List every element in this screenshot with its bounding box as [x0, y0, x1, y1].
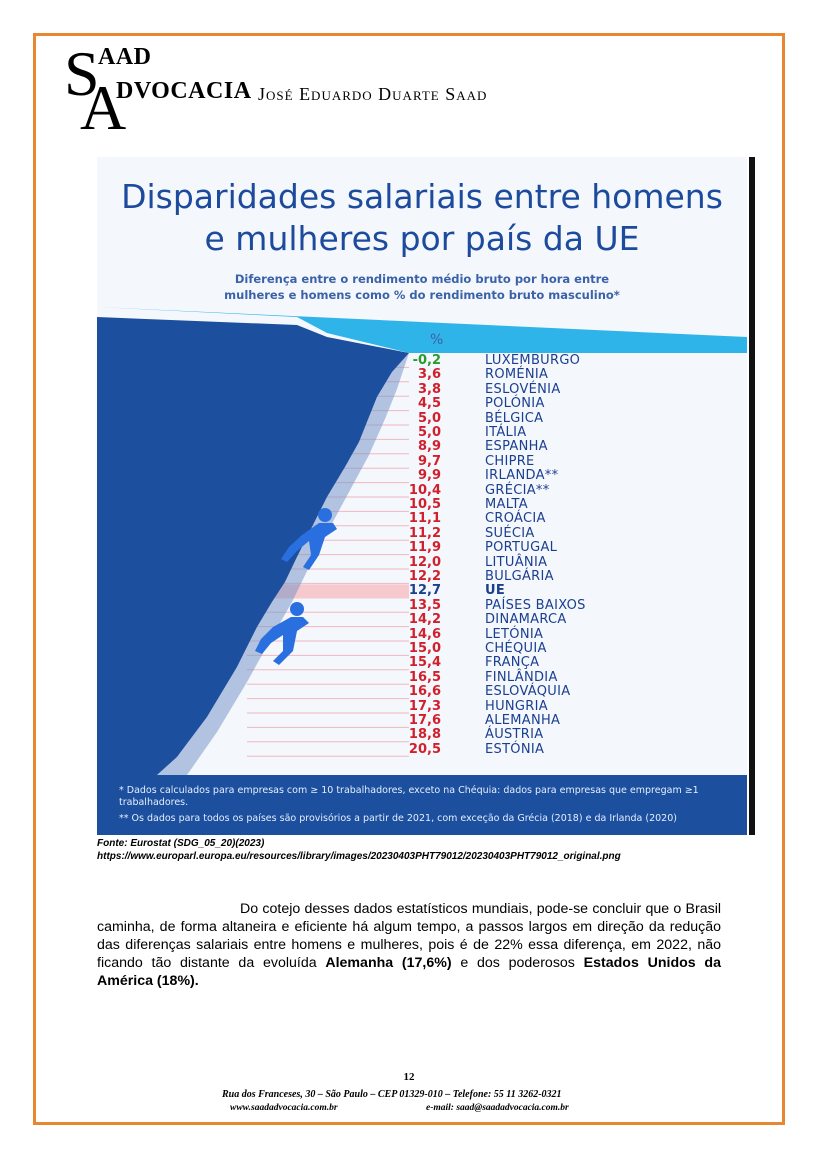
country-row — [97, 599, 747, 613]
country-row — [97, 498, 747, 512]
gap-value: 15,4 — [408, 655, 441, 671]
gap-value: 13,5 — [408, 597, 441, 613]
gap-value: 9,7 — [417, 453, 441, 469]
source-url: https://www.europarl.europa.eu/resources/library/images/20230403PHT79012/20230403PHT79012_original.png — [97, 851, 621, 862]
gap-value: 14,6 — [408, 626, 441, 642]
country-name: MALTA — [485, 497, 528, 512]
country-row — [97, 584, 747, 598]
country-name: ESLOVÁQUIA — [485, 684, 571, 700]
country-row — [97, 484, 747, 498]
source-line-1: Fonte: Eurostat (SDG_05_20)(2023) — [97, 838, 265, 849]
country-name: BULGÁRIA — [485, 569, 554, 584]
logo-letter-a: A — [80, 72, 127, 143]
country-name: CROÁCIA — [485, 511, 546, 527]
gap-value: 5,0 — [417, 410, 441, 426]
country-row — [97, 700, 747, 714]
country-name: ÁUSTRIA — [485, 727, 544, 743]
country-row — [97, 455, 747, 469]
country-name: DINAMARCA — [485, 612, 567, 628]
gap-value: 14,2 — [408, 612, 441, 628]
footer-website: www.saadadvocacia.com.br — [230, 1103, 338, 1113]
gap-value: 9,9 — [417, 468, 441, 484]
country-name: CHIPRE — [485, 453, 535, 469]
logo-letter-s: S — [64, 38, 100, 109]
country-name: PORTUGAL — [485, 540, 558, 556]
country-name: CHÉQUIA — [485, 641, 547, 656]
country-row — [97, 527, 747, 541]
footer-email: e-mail: saad@saadadvocacia.com.br — [426, 1103, 569, 1113]
country-name: ROMÉNIA — [485, 367, 549, 383]
country-name: LETÓNIA — [485, 626, 544, 642]
country-name: ESTÓNIA — [485, 741, 545, 757]
country-row — [97, 541, 747, 555]
country-name: ALEMANHA — [485, 713, 561, 728]
body-text-2: e dos poderosos — [451, 955, 584, 971]
unit-label: % — [430, 332, 444, 348]
country-row — [97, 628, 747, 642]
country-name: IRLANDA** — [485, 468, 559, 484]
country-row — [97, 671, 747, 685]
country-row — [97, 685, 747, 699]
country-row — [97, 613, 747, 627]
infographic-subtitle-line2: mulheres e homens como % do rendimento bruto masculino* — [224, 288, 620, 302]
country-name: SUÉCIA — [485, 525, 535, 541]
country-name: POLÓNIA — [485, 396, 545, 412]
gap-value: 12,2 — [408, 569, 441, 584]
source-citation — [97, 837, 621, 863]
gap-value: 10,4 — [408, 482, 441, 498]
gap-value: 16,6 — [408, 684, 441, 700]
firm-logo — [62, 38, 532, 143]
infographic-notes — [97, 775, 747, 835]
country-name: UE — [485, 583, 506, 599]
pay-gap-infographic — [97, 157, 755, 835]
country-name: BÉLGICA — [485, 410, 544, 426]
note-2: ** Os dados para todos os países são provisórios a partir de 2021, com exceção da Grécia (2018) e da Irlanda (2020) — [119, 813, 677, 824]
infographic-subtitle-line1: Diferença entre o rendimento médio bruto por hora entre — [234, 272, 610, 286]
body-bold-usa: Estados Unidos da América (18%). — [97, 955, 721, 989]
gap-value: 20,5 — [408, 741, 441, 757]
country-name: LUXEMBURGO — [485, 353, 581, 368]
country-row — [97, 426, 747, 440]
country-row — [97, 397, 747, 411]
country-name: FRANÇA — [485, 655, 540, 671]
body-text-1: Do cotejo desses dados estatísticos mundiais, pode-se concluir que o Brasil caminha, de forma altaneira e eficiente há algum tempo, a passos largos em direção da redução das diferenças salariais entre homens e mulheres, pois é de 22% essa diferença, em 2022, não ficando tão distante da evoluída — [97, 901, 721, 971]
country-name: HUNGRIA — [485, 698, 548, 714]
note-1: * Dados calculados para empresas com ≥ 10 trabalhadores, exceto na Chéquia: dados para empresas que empregam ≥1 trabalhadores. — [119, 785, 699, 808]
gap-value: 11,1 — [408, 511, 441, 527]
gap-value: 16,5 — [408, 669, 441, 685]
country-name: GRÉCIA** — [485, 482, 550, 498]
country-name: LITUÂNIA — [485, 554, 548, 570]
page-number: 12 — [403, 1071, 415, 1083]
gap-value: 17,3 — [408, 698, 441, 714]
logo-aad: AAD — [98, 44, 152, 70]
footer-address: Rua dos Franceses, 30 – São Paulo – CEP 01329-010 – Telefone: 55 11 3262-0321 — [222, 1089, 562, 1100]
country-name: ESLOVÉNIA — [485, 381, 561, 397]
gap-value: 4,5 — [417, 396, 441, 412]
gap-value: 12,7 — [408, 583, 441, 599]
country-row — [97, 656, 747, 670]
country-row — [97, 556, 747, 570]
country-row — [97, 469, 747, 483]
country-name: ITÁLIA — [485, 425, 527, 440]
country-row — [97, 412, 747, 426]
country-row — [97, 368, 747, 382]
logo-dvocacia: DVOCACIA — [116, 78, 252, 104]
country-name: PAÍSES BAIXOS — [485, 597, 586, 613]
country-row — [97, 570, 747, 584]
infographic-title-line1: Disparidades salariais entre homens — [121, 177, 723, 216]
gap-value: 17,6 — [408, 713, 441, 728]
country-row — [97, 743, 747, 757]
country-name: FINLÂNDIA — [485, 669, 558, 685]
infographic-title-line2: e mulheres por país da UE — [204, 219, 640, 258]
gap-value: 3,8 — [417, 381, 441, 397]
country-row — [97, 512, 747, 526]
gap-value: -0,2 — [412, 353, 441, 368]
gap-value: 18,8 — [408, 727, 441, 743]
country-row — [97, 440, 747, 454]
country-row — [97, 642, 747, 656]
gap-value: 5,0 — [417, 425, 441, 440]
body-paragraph — [97, 900, 721, 990]
gap-value: 3,6 — [417, 367, 441, 383]
infographic-frame-edge — [749, 157, 755, 835]
country-row — [97, 728, 747, 742]
gap-value: 11,2 — [408, 525, 441, 541]
country-row — [97, 383, 747, 397]
country-name: ESPANHA — [485, 439, 548, 455]
gap-value: 15,0 — [408, 641, 441, 656]
gap-value: 11,9 — [408, 540, 441, 556]
gap-value: 10,5 — [408, 497, 441, 512]
gap-value: 8,9 — [417, 439, 441, 455]
gap-value: 12,0 — [408, 554, 441, 570]
author-name: José Eduardo Duarte Saad — [258, 84, 488, 104]
body-bold-germany: Alemanha (17,6%) — [325, 955, 452, 971]
country-row — [97, 714, 747, 728]
country-row — [97, 354, 747, 368]
